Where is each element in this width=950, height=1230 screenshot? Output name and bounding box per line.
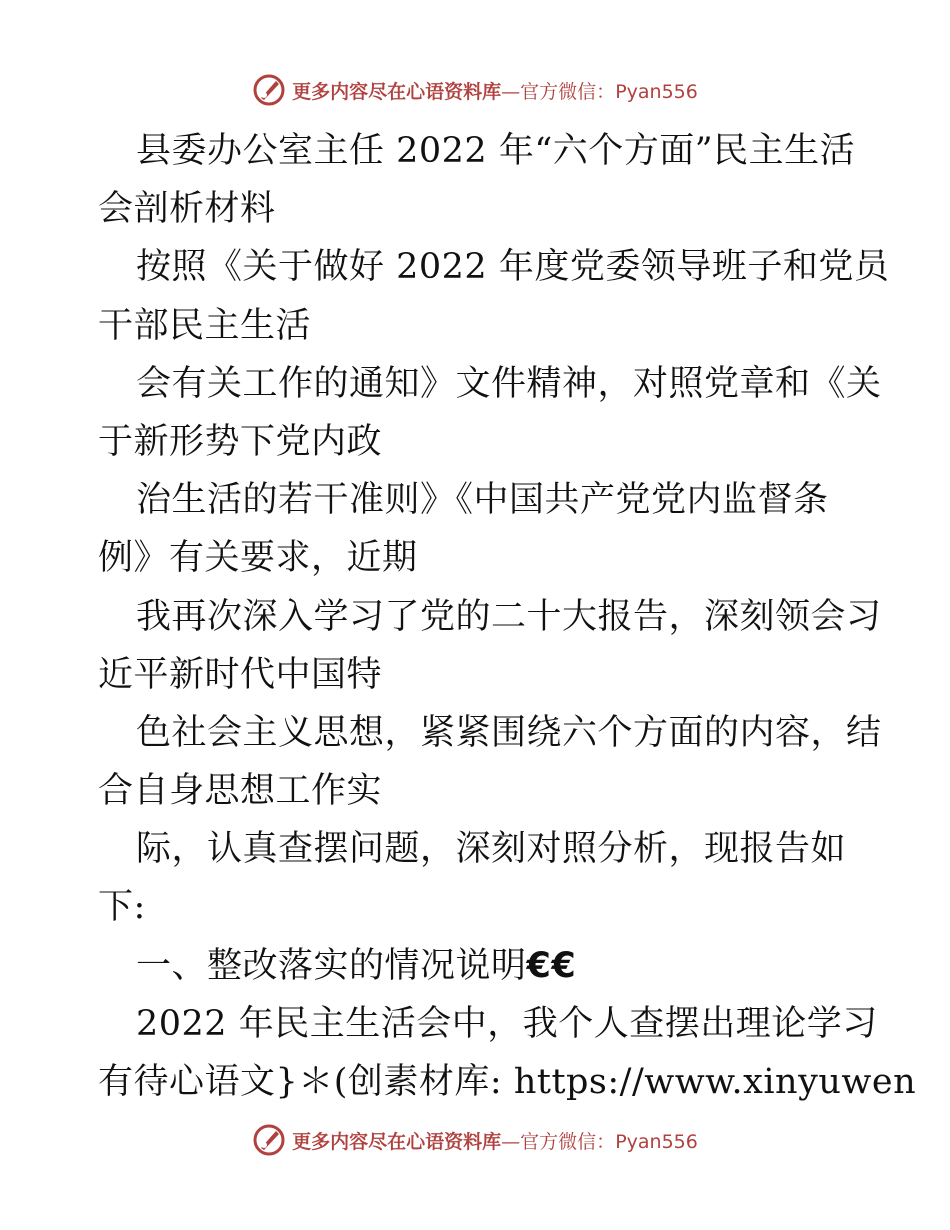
heading-suffix-glyphs: €€ [526,945,577,986]
title-line-1: 县委办公室主任 2022 年“六个方面”民主生活 [136,131,856,171]
paragraph-line: 治生活的若干准则》《中国共产党党内监督条 [136,480,829,521]
document-body [98,122,917,1111]
banner-separator: — [501,80,521,103]
paragraph-line: 有待心语文}＊(创素材库: https://www.xinyuwen [98,1062,917,1102]
paragraph-line: 例》有关要求，近期 [98,538,418,579]
paragraph-line: 干部民主生活 [98,305,312,346]
banner-main-text: 更多内容尽在心语资料库 [292,1130,502,1153]
paragraph-line: 际，认真查摆问题，深刻对照分析，现报告如 [136,829,847,870]
banner-separator: — [501,1130,521,1153]
banner-wechat-label: 官方微信： [520,80,616,103]
paragraph-line: 我再次深入学习了党的二十大报告，深刻领会习 [136,596,882,637]
title-line-2: 会剖析材料 [98,189,276,230]
section-heading [98,937,858,995]
paragraph-line: 下: [98,887,146,928]
section-heading-text: 一、整改落实的情况说明 [136,945,527,986]
paragraph-line: 2022 年民主生活会中，我个人查摆出理论学习 [136,1003,878,1044]
quill-seal-icon [252,1123,286,1157]
banner-main-text: 更多内容尽在心语资料库 [292,80,502,103]
paragraph-line: 会有关工作的通知》文件精神，对照党章和《关 [136,363,882,404]
quill-seal-icon [252,73,286,107]
paragraph-line: 于新形势下党内政 [98,421,383,462]
header-banner [0,70,950,110]
paragraph-line: 色社会主义思想，紧紧围绕六个方面的内容，结 [136,712,882,753]
footer-banner [0,1120,950,1160]
banner-wechat-id: Pyan556 [615,1130,698,1153]
paragraph-line: 按照《关于做好 2022 年度党委领导班子和党员 [136,247,890,288]
banner-wechat-id: Pyan556 [615,80,698,103]
banner-wechat-label: 官方微信： [520,1130,616,1153]
paragraph-line: 合自身思想工作实 [98,771,383,812]
paragraph-line: 近平新时代中国特 [98,654,383,695]
